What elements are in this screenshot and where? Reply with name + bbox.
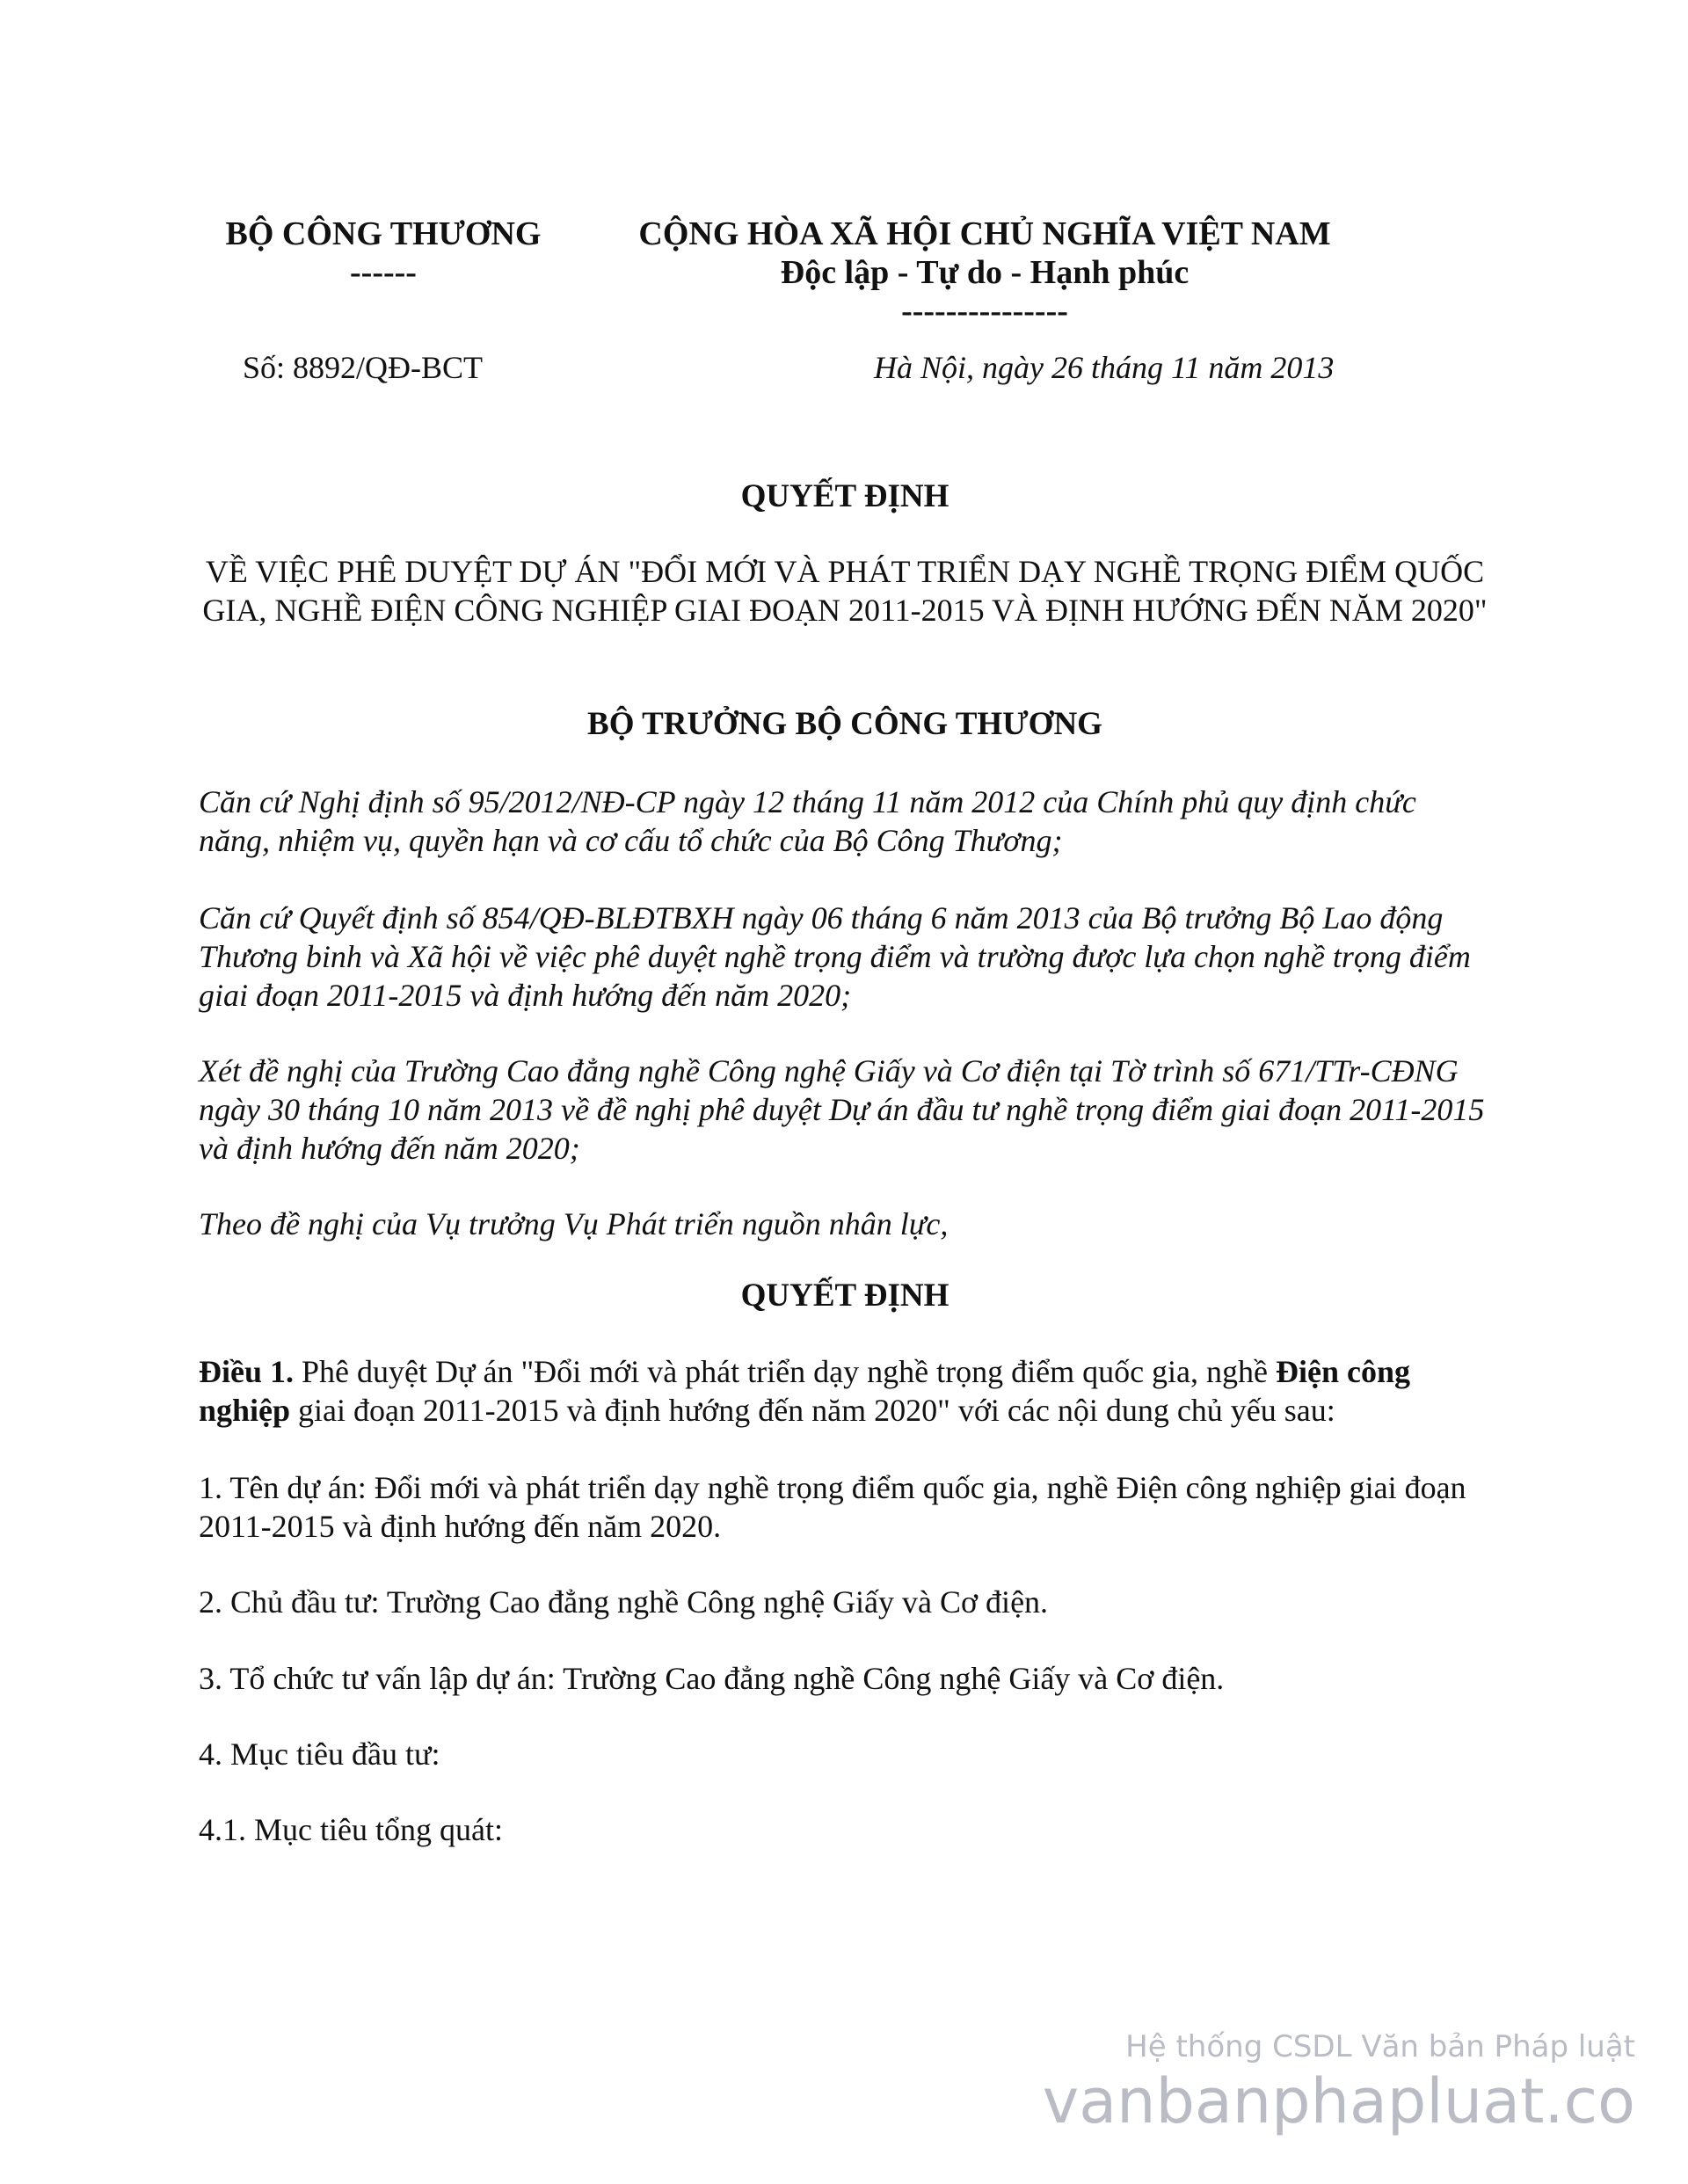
watermark-caption: Hệ thống CSDL Văn bản Pháp luật [1125, 2029, 1635, 2064]
preamble-clause: Căn cứ Nghị định số 95/2012/NĐ-CP ngày 12 tháng 11 năm 2012 của Chính phủ quy định chức năng, nhiệm vụ, quyền hạn và cơ cấu tổ chức của Bộ Công Thương; [199, 784, 1416, 858]
list-item: 3. Tổ chức tư vấn lập dự án: Trường Cao đẳng nghề Công nghệ Giấy và Cơ điện. [199, 1661, 1225, 1696]
national-motto: Độc lập - Tự do - Hạnh phúc [780, 254, 1190, 291]
article-1-label: Điều 1. [199, 1354, 294, 1389]
preamble-clause: Căn cứ Quyết định số 854/QĐ-BLĐTBXH ngày 06 tháng 6 năm 2013 của Bộ trưởng Bộ Lao động Thương binh và Xã hội về việc phê duyệt nghề trọng điểm và trường được lựa chọn nghề trọng điểm giai đoạn 2011-2015 và định hướng đến năm 2020; [199, 900, 1471, 1013]
place-date: Hà Nội, ngày 26 tháng 11 năm 2013 [874, 350, 1335, 385]
preamble-clause: Theo đề nghị của Vụ trưởng Vụ Phát triển nguồn nhân lực, [199, 1206, 949, 1241]
article-1-emphasis: Điện công nghiệp [199, 1354, 1411, 1428]
document-subtitle: VỀ VIỆC PHÊ DUYỆT DỰ ÁN "ĐỔI MỚI VÀ PHÁT TRIỂN DẠY NGHỀ TRỌNG ĐIỂM QUỐC GIA, NGHỀ ĐIỆN CÔNG NGHIỆP GIAI ĐOẠN 2011-2015 VÀ ĐỊNH HƯỚNG ĐẾN NĂM 2020" [202, 554, 1488, 628]
article-1-text-end: giai đoạn 2011-2015 và định hướng đến năm 2020" với các nội dung chủ yếu sau: [290, 1393, 1335, 1428]
list-item: 1. Tên dự án: Đổi mới và phát triển dạy nghề trọng điểm quốc gia, nghề Điện công nghiệp giai đoạn 2011-2015 và định hướng đến năm 2020. [199, 1470, 1466, 1544]
list-item: 4.1. Mục tiêu tổng quát: [199, 1812, 503, 1847]
preamble-clause: Xét đề nghị của Trường Cao đẳng nghề Công nghệ Giấy và Cơ điện tại Tờ trình số 671/TTr-CĐNG ngày 30 tháng 10 năm 2013 về đề nghị phê duyệt Dự án đầu tư nghề trọng điểm giai đoạn 2011-2015 và định hướng đến năm 2020; [199, 1053, 1485, 1166]
watermark-site: vanbanphapluat.co [1042, 2065, 1635, 2137]
article-1 [199, 1352, 1491, 1430]
decision-heading: QUYẾT ĐỊNH [740, 1278, 950, 1314]
list-item: 4. Mục tiêu đầu tư: [199, 1736, 440, 1772]
motto-rule: --------------- [901, 293, 1068, 330]
document-title: QUYẾT ĐỊNH [740, 478, 950, 514]
article-1-text: Phê duyệt Dự án "Đổi mới và phát triển dạy nghề trọng điểm quốc gia, nghề [294, 1354, 1277, 1389]
document-number: Số: 8892/QĐ-BCT [243, 350, 484, 385]
republic-name: CỘNG HÒA XÃ HỘI CHỦ NGHĨA VIỆT NAM [638, 215, 1331, 252]
ministry-name: BỘ CÔNG THƯƠNG [225, 215, 542, 252]
list-item: 2. Chủ đầu tư: Trường Cao đẳng nghề Công nghệ Giấy và Cơ điện. [199, 1584, 1049, 1620]
ministry-rule: ------ [350, 254, 417, 291]
issuing-authority: BỘ TRƯỞNG BỘ CÔNG THƯƠNG [587, 706, 1102, 742]
